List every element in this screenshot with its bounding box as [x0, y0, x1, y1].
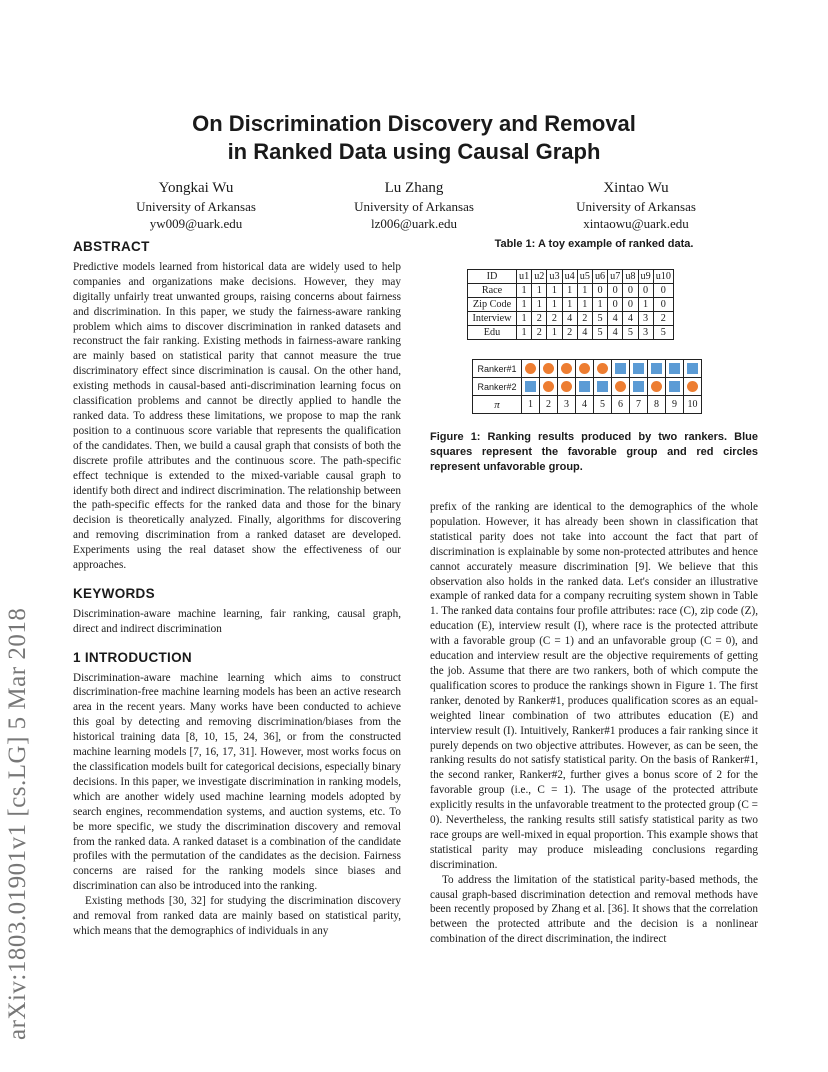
table-cell: 1	[517, 284, 532, 298]
table-cell: 1	[547, 284, 562, 298]
table-cell: 1	[577, 298, 592, 312]
table-caption: Table 1: A toy example of ranked data.	[494, 238, 694, 250]
table-header-cell: u1	[517, 270, 532, 284]
unfavorable-circle-mark	[687, 381, 698, 392]
table-header-cell: u4	[562, 270, 577, 284]
rank-position-cell: 7	[630, 396, 648, 414]
table-cell: 0	[608, 298, 623, 312]
keywords-text: Discrimination-aware machine learning, fair ranking, causal graph, direct and indirect discrimination	[73, 607, 401, 635]
pi-label: π	[473, 396, 522, 414]
unfavorable-circle-mark	[543, 381, 554, 392]
right-column	[430, 500, 758, 947]
table-row-label: Edu	[468, 326, 517, 340]
table-cell: 2	[532, 326, 547, 340]
author-3	[526, 178, 746, 232]
table-cell: 0	[623, 298, 638, 312]
table-cell: 4	[577, 326, 592, 340]
rank-position-cell: 6	[612, 396, 630, 414]
favorable-square-mark	[687, 363, 698, 374]
table-cell: 0	[653, 284, 673, 298]
table-cell: 1	[562, 298, 577, 312]
table-header-cell: u5	[577, 270, 592, 284]
table-cell: 4	[608, 326, 623, 340]
favorable-square-mark	[669, 381, 680, 392]
rank-position-cell: 4	[576, 396, 594, 414]
author-name: Yongkai Wu	[158, 180, 234, 196]
table-row	[468, 312, 674, 326]
unfavorable-circle-mark	[561, 363, 572, 374]
unfavorable-circle-mark	[597, 363, 608, 374]
table-cell: 1	[532, 284, 547, 298]
rank-position-cell: 1	[522, 396, 540, 414]
figure-caption: Figure 1: Ranking results produced by two rankers. Blue squares represent the favorable group and red circles represent unfavorable group.	[430, 431, 758, 473]
table-cell: 5	[592, 312, 607, 326]
table-cell: 5	[653, 326, 673, 340]
arxiv-sidebar: arXiv:1803.01901v1 [cs.LG] 5 Mar 2018	[4, 607, 31, 1040]
table-cell: 1	[532, 298, 547, 312]
table-cell: 1	[517, 326, 532, 340]
table-cell: 0	[638, 284, 653, 298]
favorable-square-mark	[669, 363, 680, 374]
table-cell: 1	[547, 298, 562, 312]
table-cell: 5	[623, 326, 638, 340]
rank-position-cell: 9	[666, 396, 684, 414]
title-line-1: On Discrimination Discovery and Removal	[192, 111, 636, 136]
table-cell: 3	[638, 312, 653, 326]
paper-title	[0, 110, 828, 166]
unfavorable-circle-mark	[561, 381, 572, 392]
unfavorable-circle-mark	[525, 363, 536, 374]
author-email: lz006@uark.edu	[371, 216, 457, 231]
ranker-2-label: Ranker#2	[473, 378, 522, 396]
unfavorable-circle-mark	[615, 381, 626, 392]
favorable-square-mark	[597, 381, 608, 392]
unfavorable-circle-mark	[543, 363, 554, 374]
table-cell: 2	[653, 312, 673, 326]
unfavorable-circle-mark	[579, 363, 590, 374]
table-cell: 1	[547, 326, 562, 340]
table-cell: 1	[638, 298, 653, 312]
table-cell: 0	[653, 298, 673, 312]
abstract-heading: ABSTRACT	[73, 239, 150, 254]
ranker-1-row	[473, 360, 702, 378]
unfavorable-circle-mark	[651, 381, 662, 392]
table-cell: 0	[608, 284, 623, 298]
table-header-cell: u8	[623, 270, 638, 284]
introduction-heading: 1 INTRODUCTION	[73, 649, 192, 665]
table-cell: 0	[592, 284, 607, 298]
table-cell: 2	[562, 326, 577, 340]
author-email: yw009@uark.edu	[149, 216, 243, 231]
author-1	[86, 178, 306, 232]
table-row	[468, 326, 674, 340]
intro-paragraph-2: Existing methods [30, 32] for studying the discrimination discovery and removal from ranked data are mainly based on statistical parity, which means that the demographics of individuals in any	[73, 895, 401, 937]
favorable-square-mark	[633, 381, 644, 392]
table-cell: 1	[517, 298, 532, 312]
table-cell: 1	[562, 284, 577, 298]
rank-position-cell: 10	[684, 396, 702, 414]
table-header-cell: u2	[532, 270, 547, 284]
author-email: xintaowu@uark.edu	[583, 216, 689, 231]
table-header-cell: u10	[653, 270, 673, 284]
table-cell: 1	[517, 312, 532, 326]
rank-position-row	[473, 396, 702, 414]
table-cell: 1	[577, 284, 592, 298]
table-cell: 1	[592, 298, 607, 312]
table-cell: 2	[532, 312, 547, 326]
table-cell: 4	[623, 312, 638, 326]
toy-table	[467, 269, 674, 340]
table-row	[468, 298, 674, 312]
intro-paragraph-1: Discrimination-aware machine learning which aims to construct discrimination-free machine learning models has been an active research area in the recent years. Many works have been conducted to achieve this goal by detecting and removing discrimination/biases from the historical training data [8, 10, 15, 24, 36], or from the constructed machine learning models [7, 16, 17, 31]. However, most works focus on the classification models built for categorical decisions, especially binary decisions. In this paper, we investigate discrimination in ranking models, which are another widely used machine learning models adopted by search engines, recommendation systems, and auction systems, etc. To be more specific, we study the discrimination discovery and removal from the ranked data. A ranked dataset is a combination of the candidate profiles with the permutation of the candidates as the decision. Fairness concerns are raised for the ranking models since biases and discrimination can also be introduced into the ranking.	[73, 671, 401, 893]
favorable-square-mark	[579, 381, 590, 392]
table-header-cell: u7	[608, 270, 623, 284]
author-affiliation: University of Arkansas	[354, 199, 474, 214]
rank-position-cell: 5	[594, 396, 612, 414]
table-row-label: Interview	[468, 312, 517, 326]
author-affiliation: University of Arkansas	[136, 199, 256, 214]
favorable-square-mark	[615, 363, 626, 374]
table-cell: 2	[547, 312, 562, 326]
table-header-cell: u6	[592, 270, 607, 284]
rank-position-cell: 8	[648, 396, 666, 414]
table-cell: 4	[608, 312, 623, 326]
favorable-square-mark	[633, 363, 644, 374]
rank-position-cell: 2	[540, 396, 558, 414]
table-header-row	[468, 270, 674, 284]
rank-position-cell: 3	[558, 396, 576, 414]
right-paragraph-1: prefix of the ranking are identical to the demographics of the whole population. However, it has already been shown in classification that statistical parity does not take into account the fact that part of discrimination is explainable by some non-protected attributes and hence cannot accurately measure discrimination [9]. We believe that this observation also holds in the ranked data. Let's consider an illustrative example of ranked data for a company recruiting system shown in Table 1. The ranked data contains four profile attributes: race (C), zip code (Z), education (E), interview result (I), where race is the protected attribute with a favorable group (C = 1) and an unfavorable group (C = 0), and education and interview result are the objective requirements of getting the job. Assume that there are two rankers, both of which compute the qualification scores to produce the rankings shown in Figure 1. The first ranker, denoted by Ranker#1, produces qualification scores as an equal-weighted linear combination of two attributes education (E) and interview result (I). Intuitively, Ranker#1 produces a fair ranking since it purely depends on two objective attributes. However, as can be seen, the ranking results do not satisfy statistical parity. On the basis of Ranker#1, the second ranker, Ranker#2, further gives a bonus score of 2 for the favorable group (i.e., C = 1). The usage of the protected attribute explicitly results in the unfavorable treatment to the protected group (C = 0). Nevertheless, the ranking results still satisfy statistical parity as two race groups are well-mixed in equal proportion. This example shows that statistical parity may produce misleading conclusions regarding discrimination.	[430, 501, 758, 871]
right-paragraph-2: To address the limitation of the statistical parity-based methods, the causal graph-based discrimination detection and removal methods have been recently proposed by Zhang et al. [36]. It shows that the correlation between the protected attribute and the decision is a nonlinear combination of the direct discrimination, the indirect	[430, 873, 758, 946]
table-cell: 4	[562, 312, 577, 326]
favorable-square-mark	[651, 363, 662, 374]
table-header-cell: ID	[468, 270, 517, 284]
left-column	[73, 240, 401, 939]
table-row-label: Zip Code	[468, 298, 517, 312]
ranker-2-row	[473, 378, 702, 396]
author-2	[304, 178, 524, 232]
table-cell: 3	[638, 326, 653, 340]
table-cell: 0	[623, 284, 638, 298]
table-cell: 5	[592, 326, 607, 340]
table-row	[468, 284, 674, 298]
author-affiliation: University of Arkansas	[576, 199, 696, 214]
ranker-table	[472, 359, 702, 414]
author-name: Lu Zhang	[384, 180, 444, 196]
abstract-text: Predictive models learned from historical data are widely used to help companies and organizations make decisions. However, they may digitally unfairly treat unwanted groups, raising concerns about fairness and discrimination. In this paper, we study the fairness-aware ranking problem which aims to discover discrimination in ranked datasets and reconstruct the fair ranking. Existing methods in fairness-aware ranking are mainly based on statistical parity that cannot measure the true discriminatory effect since discrimination is causal. On the other hand, existing methods in causal-based anti-discrimination learning focus on classification problems and cannot be directly applied to handle the ranked data. To address these limitations, we propose to map the rank position to a continuous score variable that represents the qualification of the candidates. Then, we build a causal graph that consists of both the discrete profile attributes and the continuous score. The path-specific effect technique is extended to the mixed-variable causal graph to identify both direct and indirect discrimination. The relationship between the path-specific effects for the ranked data and those for the binary decision is theoretically analyzed. Finally, algorithms for discovering and removing discrimination from a ranked dataset are developed. Experiments using the real dataset show the effectiveness of our approaches.	[73, 260, 401, 572]
table-row-label: Race	[468, 284, 517, 298]
ranker-1-label: Ranker#1	[473, 360, 522, 378]
table-cell: 2	[577, 312, 592, 326]
table-header-cell: u9	[638, 270, 653, 284]
keywords-heading: KEYWORDS	[73, 585, 155, 601]
table-header-cell: u3	[547, 270, 562, 284]
author-name: Xintao Wu	[603, 180, 669, 196]
favorable-square-mark	[525, 381, 536, 392]
title-line-2: in Ranked Data using Causal Graph	[227, 139, 601, 164]
